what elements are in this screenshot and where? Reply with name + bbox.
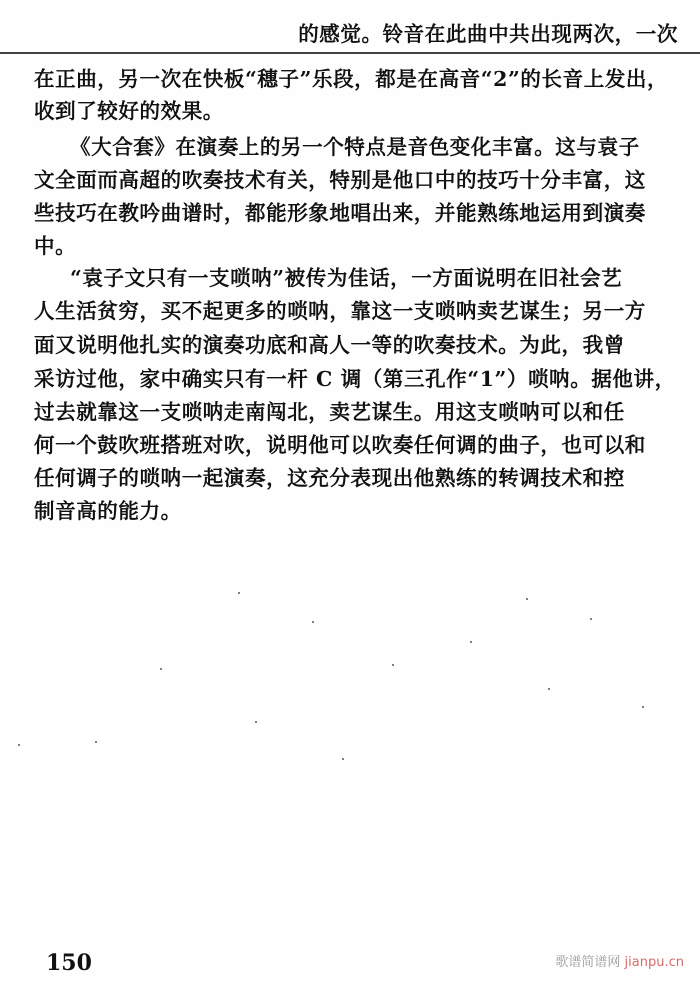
- text-line-11: 采访过他，家中确实只有一杆 C 调（第三孔作“1”）唢呐。据他讲，: [34, 367, 676, 391]
- text-line-7: 中。: [34, 234, 77, 258]
- scan-divider: [0, 52, 700, 54]
- text-line-12: 过去就靠这一支唢呐走南闯北，卖艺谋生。用这支唢呐可以和任: [34, 400, 625, 424]
- site-watermark: [555, 951, 684, 970]
- watermark-domain: jianpu.cn: [624, 955, 684, 970]
- scan-speck: [642, 706, 644, 708]
- text-line-1: 的感觉。铃音在此曲中共出现两次，一次: [298, 22, 678, 46]
- scan-speck: [312, 621, 314, 623]
- scan-speck: [590, 618, 592, 620]
- text-line-13: 何一个鼓吹班搭班对吹，说明他可以吹奏任何调的曲子，也可以和: [34, 433, 646, 457]
- text-line-2: 在正曲，另一次在快板“穗子”乐段，都是在高音“2”的长音上发出，: [34, 67, 669, 91]
- scan-speck: [95, 741, 97, 743]
- scan-speck: [160, 668, 162, 670]
- scan-speck: [470, 641, 472, 643]
- text-line-3: 收到了较好的效果。: [34, 99, 224, 123]
- text-line-15: 制音高的能力。: [34, 499, 182, 523]
- text-line-8: “袁子文只有一支唢呐”被传为佳话，一方面说明在旧社会艺: [70, 266, 623, 290]
- scan-speck: [238, 592, 240, 594]
- text-line-9: 人生活贫穷，买不起更多的唢呐，靠这一支唢呐卖艺谋生；另一方: [34, 299, 646, 323]
- text-line-5: 文全面而高超的吹奏技术有关，特别是他口中的技巧十分丰富，这: [34, 168, 646, 192]
- text-line-6: 些技巧在教吟曲谱时，都能形象地唱出来，并能熟练地运用到演奏: [34, 201, 646, 225]
- scan-speck: [548, 688, 550, 690]
- watermark-site-name: 歌谱简谱网: [555, 955, 621, 970]
- scan-speck: [526, 598, 528, 600]
- text-line-14: 任何调子的唢呐一起演奏，这充分表现出他熟练的转调技术和控: [34, 466, 625, 490]
- scan-speck: [392, 664, 394, 666]
- page-number: 150: [46, 950, 92, 976]
- scan-speck: [255, 721, 257, 723]
- text-line-4: 《大合套》在演奏上的另一个特点是音色变化丰富。这与袁子: [70, 135, 640, 159]
- scan-speck: [342, 758, 344, 760]
- scan-speck: [18, 744, 20, 746]
- text-line-10: 面又说明他扎实的演奏功底和高人一等的吹奏技术。为此，我曾: [34, 333, 625, 357]
